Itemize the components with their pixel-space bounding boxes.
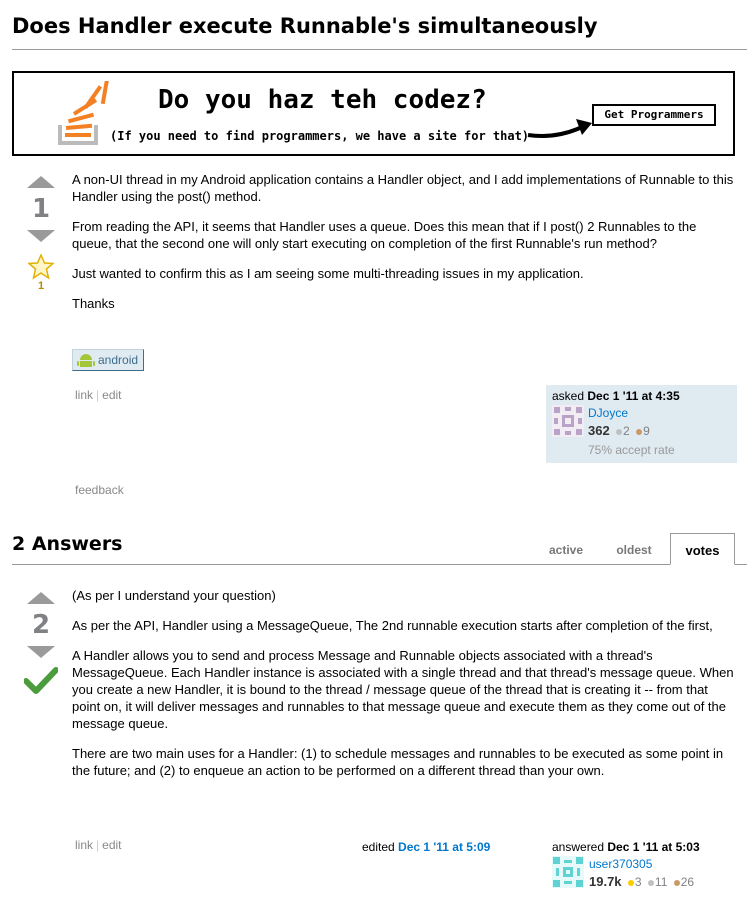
arrow-right-icon bbox=[526, 117, 596, 143]
tab-votes[interactable]: votes bbox=[670, 533, 735, 565]
tab-active[interactable]: active bbox=[548, 543, 584, 557]
answer-sort-tabs bbox=[530, 533, 735, 565]
question-body bbox=[72, 171, 737, 325]
bronze-badge-icon bbox=[674, 880, 680, 886]
answer-paragraph: There are two main uses for a Handler: (1) to schedule messages and runnables to be executed as some point in the future; and (2) to enqueue an action to be performed on a different thread than your own. bbox=[72, 746, 724, 778]
accepted-checkmark-icon bbox=[24, 666, 58, 694]
silver-badge-icon bbox=[648, 880, 654, 886]
link-link[interactable]: link bbox=[75, 838, 94, 852]
menu-separator: | bbox=[96, 838, 100, 852]
tag-label: android bbox=[98, 353, 139, 367]
vote-down-icon[interactable] bbox=[27, 646, 55, 658]
asked-date: Dec 1 '11 at 4:35 bbox=[587, 389, 680, 403]
get-programmers-button[interactable]: Get Programmers bbox=[592, 104, 716, 126]
question-paragraph: From reading the API, it seems that Handler uses a queue. Does this mean that if I post() 2 Runnables to the queue, that the second one will only start executing on completion of the first Runnable's run method? bbox=[72, 219, 697, 251]
silver-badge-count: 2 bbox=[623, 424, 630, 438]
edit-link[interactable]: edit bbox=[102, 388, 122, 402]
answer-paragraph: A Handler allows you to send and process Message and Runnable objects associated with a thread's MessageQueue. Each Handler instance is associated with a single thread and that thread's message queue. When you create a new Handler, it is bound to the thread / message queue of the thread that is creating it -- from that point on, it will deliver messages and runnables to that message queue and execute them as they come out of the message queue. bbox=[72, 648, 734, 731]
star-favorite-icon[interactable] bbox=[28, 254, 54, 280]
avatar[interactable] bbox=[552, 856, 584, 888]
edited-label: edited bbox=[362, 840, 395, 854]
link-link[interactable]: link bbox=[75, 388, 94, 402]
asked-username[interactable]: DJoyce bbox=[588, 406, 629, 420]
answered-user-card bbox=[552, 840, 737, 896]
answers-count-header: 2 Answers bbox=[12, 533, 123, 555]
bronze-badge-count: 26 bbox=[680, 875, 695, 889]
favorite-count: 1 bbox=[37, 280, 45, 292]
tab-oldest[interactable]: oldest bbox=[616, 543, 652, 557]
answer-paragraph: As per the API, Handler using a MessageQueue, The 2nd runnable execution starts after completion of the first, bbox=[72, 618, 713, 633]
silver-badge-count: 11 bbox=[654, 875, 668, 889]
reputation-score: 362 bbox=[588, 423, 610, 438]
answer-paragraph: (As per I understand your question) bbox=[72, 588, 276, 603]
edit-link[interactable]: edit bbox=[102, 838, 122, 852]
silver-badge-icon bbox=[616, 429, 622, 435]
gold-badge-count: 3 bbox=[634, 875, 642, 889]
avatar[interactable] bbox=[552, 405, 584, 437]
question-vote-count: 1 bbox=[31, 194, 51, 224]
edited-date[interactable]: Dec 1 '11 at 5:09 bbox=[398, 840, 491, 854]
android-icon bbox=[77, 353, 95, 367]
answer-vote-count: 2 bbox=[31, 610, 51, 640]
ad-subtext: (If you need to find programmers, we have a site for that) bbox=[110, 129, 530, 143]
vote-up-icon[interactable] bbox=[27, 592, 55, 604]
ad-headline: Do you haz teh codez? bbox=[158, 85, 487, 115]
asked-label: asked bbox=[552, 389, 585, 403]
answered-date: Dec 1 '11 at 5:03 bbox=[607, 840, 700, 854]
feedback-link[interactable]: feedback bbox=[75, 483, 124, 497]
question-paragraph: Just wanted to confirm this as I am seeing some multi-threading issues in my application. bbox=[72, 266, 584, 281]
asked-user-card bbox=[546, 385, 737, 463]
vote-up-icon[interactable] bbox=[27, 176, 55, 188]
vote-down-icon[interactable] bbox=[27, 230, 55, 242]
question-paragraph: A non-UI thread in my Android application contains a Handler object, and I add implementations of Runnable to this Handler using the post() method. bbox=[72, 172, 734, 204]
answer-body bbox=[72, 587, 737, 792]
gold-badge-icon bbox=[628, 880, 634, 886]
answer-post-menu bbox=[75, 838, 122, 852]
question-post-menu bbox=[75, 388, 122, 402]
asked-user-stats bbox=[588, 423, 650, 438]
question-title[interactable]: Does Handler execute Runnable's simultaneously bbox=[12, 14, 598, 38]
question-vote-cell bbox=[21, 176, 61, 292]
edited-info bbox=[362, 840, 490, 854]
accept-rate: 75% accept rate bbox=[588, 443, 675, 457]
bronze-badge-count: 9 bbox=[643, 424, 650, 438]
answered-user-stats bbox=[589, 874, 694, 889]
bronze-badge-icon bbox=[636, 429, 642, 435]
answered-username[interactable]: user370305 bbox=[589, 857, 653, 871]
answer-vote-cell bbox=[21, 592, 61, 699]
menu-separator: | bbox=[96, 388, 100, 402]
tag-android[interactable] bbox=[72, 349, 144, 371]
answered-label: answered bbox=[552, 840, 605, 854]
stack-logo-icon bbox=[54, 81, 114, 147]
programmers-ad-banner[interactable] bbox=[12, 71, 735, 156]
reputation-score: 19.7k bbox=[589, 874, 622, 889]
question-paragraph: Thanks bbox=[72, 296, 115, 311]
title-divider bbox=[12, 49, 747, 50]
